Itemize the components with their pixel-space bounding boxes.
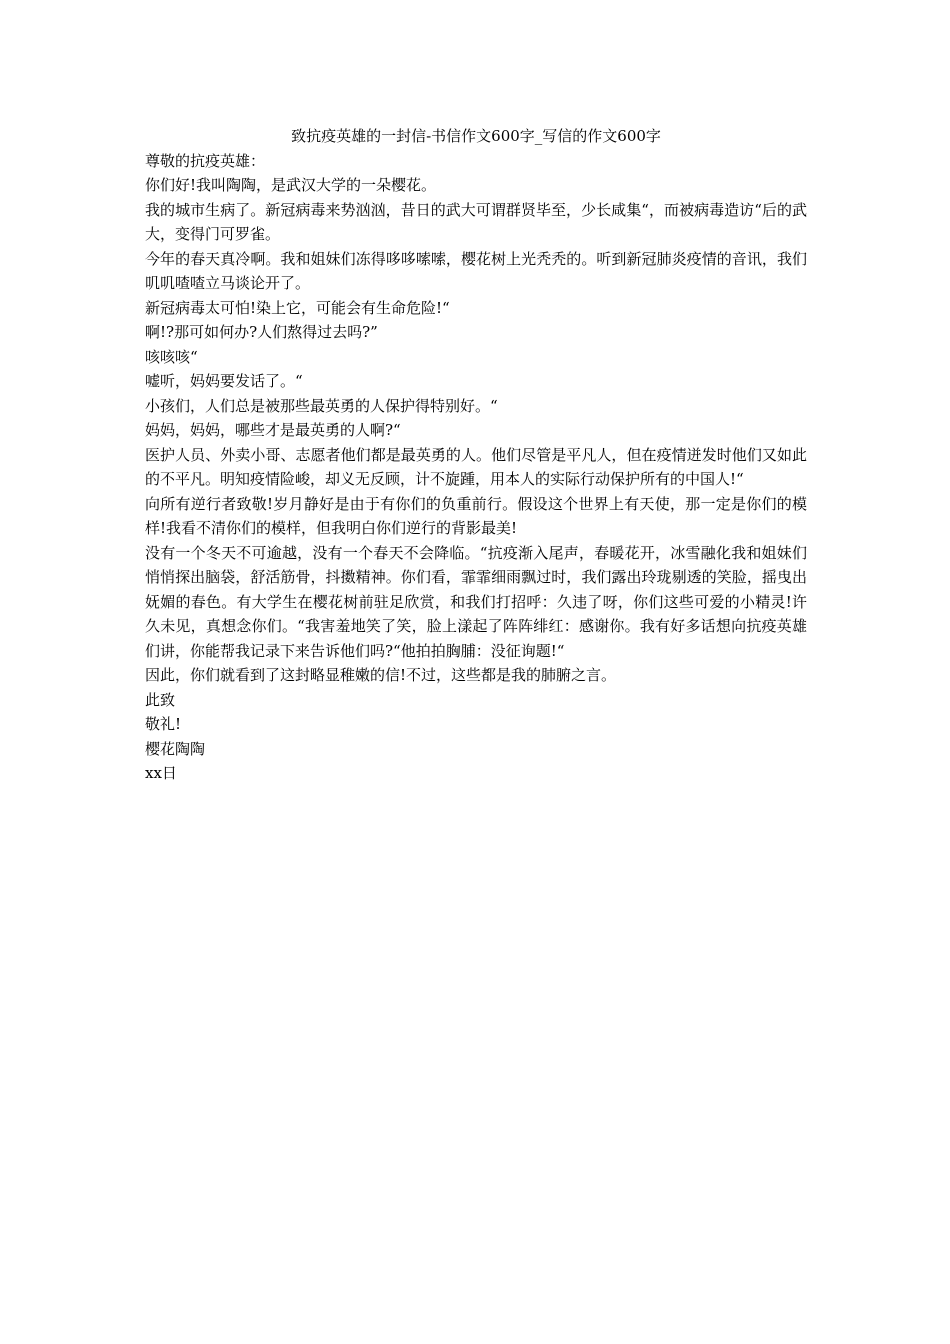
closing-salute: 敬礼! — [145, 715, 182, 733]
closing-phrase: 此致 — [145, 690, 176, 709]
paragraph: 新冠病毒太可怕!染上它，可能会有生命危险!“ — [145, 298, 450, 317]
salutation: 尊敬的抗疫英雄： — [145, 151, 266, 170]
paragraph: 今年的春天真冷啊。我和姐妹们冻得哆哆嗦嗦，樱花树上光秃秃的。听到新冠肺炎疫情的音讯，我们叽叽喳喳立马谈论开了。 — [145, 249, 807, 292]
document-title: 致抗疫英雄的一封信-书信作文600字_写信的作文600字 — [291, 127, 661, 145]
date: xx日 — [145, 764, 177, 782]
paragraph: 因此，你们就看到了这封略显稚嫩的信!不过，这些都是我的肺腑之言。 — [145, 666, 617, 684]
paragraph: 没有一个冬天不可逾越，没有一个春天不会降临。“抗疫渐入尾声，春暖花开，冰雪融化我和姐妹们悄悄探出脑袋，舒活筋骨，抖擞精神。你们看，霏霏细雨飘过时，我们露出玲珑剔透的笑脸，摇曳出妩媚的春色。有大学生在樱花树前驻足欣赏，和我们打招呼：久违了呀，你们这些可爱的小精灵!许久未见，真想念你们。“我害羞地笑了笑，脸上漾起了阵阵绯红：感谢你。我有好多话想向抗疫英雄们讲，你能帮我记录下来告诉他们吗?“他拍拍胸脯：没征询题!“ — [145, 543, 807, 660]
paragraph: 啊!?那可如何办?人们熬得过去吗?” — [145, 323, 378, 341]
paragraph: 医护人员、外卖小哥、志愿者他们都是最英勇的人。他们尽管是平凡人，但在疫情迸发时他们又如此的不平凡。明知疫情险峻，却义无反顾，计不旋踵，用本人的实际行动保护所有的中国人!“ — [145, 445, 807, 488]
paragraph: 咳咳咳“ — [145, 347, 198, 366]
paragraph: 你们好!我叫陶陶，是武汉大学的一朵樱花。 — [145, 176, 437, 194]
paragraph: 小孩们，人们总是被那些最英勇的人保护得特别好。“ — [145, 396, 498, 415]
signature: 樱花陶陶 — [145, 739, 206, 758]
document-body — [145, 124, 807, 786]
paragraph: 嘘听，妈妈要发话了。“ — [145, 372, 303, 390]
paragraph: 我的城市生病了。新冠病毒来势汹汹，昔日的武大可谓群贤毕至，少长咸集“，而被病毒造访“后的武大，变得门可罗雀。 — [145, 200, 807, 243]
paragraph: 向所有逆行者致敬!岁月静好是由于有你们的负重前行。假设这个世界上有天使，那一定是你们的模样!我看不清你们的模样，但我明白你们逆行的背影最美! — [145, 494, 807, 537]
paragraph: 妈妈，妈妈，哪些才是最英勇的人啊?“ — [145, 421, 401, 439]
